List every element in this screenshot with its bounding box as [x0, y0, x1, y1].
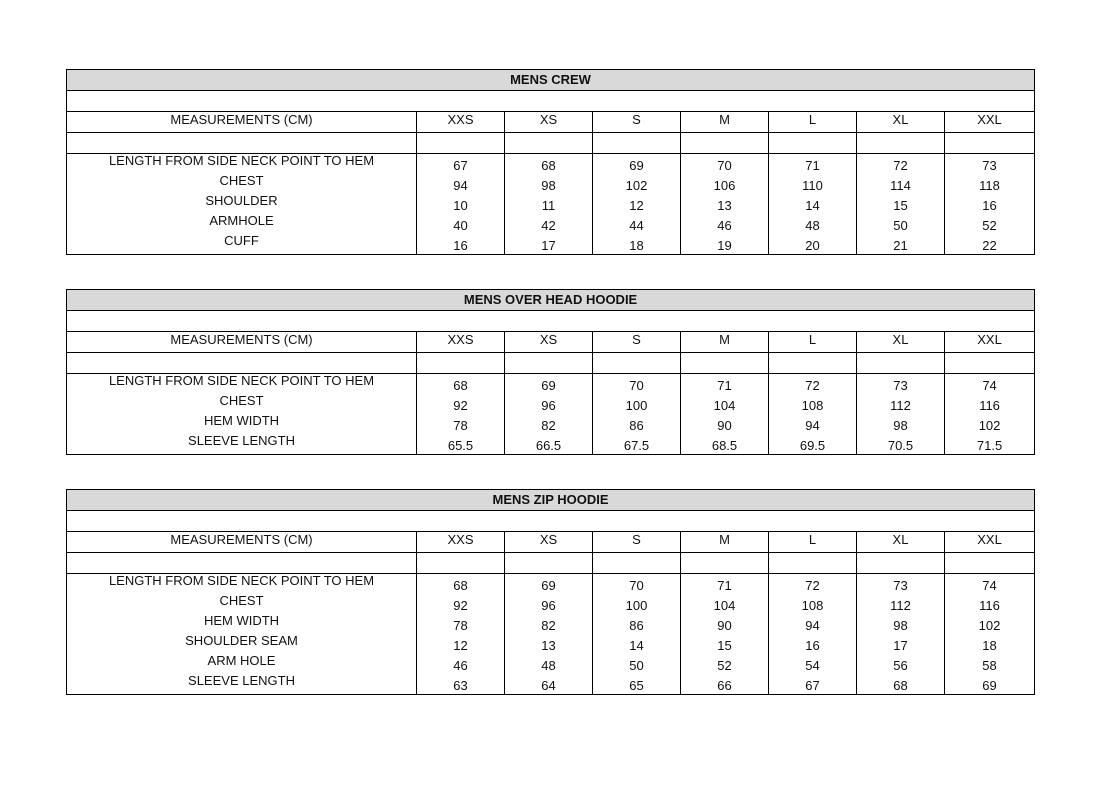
- cell-value: 110: [769, 174, 857, 194]
- cell-value: 69: [505, 374, 593, 395]
- table-row: [67, 654, 1035, 674]
- cell-value: 10: [417, 194, 505, 214]
- cell-value: 15: [681, 634, 769, 654]
- cell-value: 82: [505, 414, 593, 434]
- cell-value: 70: [593, 574, 681, 595]
- cell-value: 17: [857, 634, 945, 654]
- size-header-xxs: XXS: [417, 532, 505, 553]
- table-title: MENS CREW: [67, 70, 1035, 91]
- row-label: ARMHOLE: [67, 214, 417, 234]
- cell-value: 48: [769, 214, 857, 234]
- cell-value: 116: [945, 394, 1035, 414]
- cell-value: 78: [417, 414, 505, 434]
- cell-value: 114: [857, 174, 945, 194]
- table-row: [67, 594, 1035, 614]
- cell-value: 69.5: [769, 434, 857, 455]
- cell-value: 13: [505, 634, 593, 654]
- size-header-xs: XS: [505, 112, 593, 133]
- table-row: [67, 574, 1035, 595]
- cell-value: 73: [945, 154, 1035, 175]
- table-row: [67, 394, 1035, 414]
- cell-value: 118: [945, 174, 1035, 194]
- gap-row: [67, 353, 1035, 374]
- gap-row: [67, 133, 1035, 154]
- row-label: SHOULDER: [67, 194, 417, 214]
- cell-value: 98: [505, 174, 593, 194]
- cell-value: 104: [681, 394, 769, 414]
- cell-value: 65.5: [417, 434, 505, 455]
- blank-row: [67, 91, 1035, 112]
- cell-value: 94: [769, 614, 857, 634]
- row-label: LENGTH FROM SIDE NECK POINT TO HEM: [67, 154, 417, 175]
- size-header-xs: XS: [505, 332, 593, 353]
- size-header-m: M: [681, 112, 769, 133]
- blank-row: [67, 311, 1035, 332]
- row-label: CUFF: [67, 234, 417, 255]
- cell-value: 64: [505, 674, 593, 695]
- cell-value: 73: [857, 374, 945, 395]
- cell-value: 71: [681, 374, 769, 395]
- cell-value: 46: [417, 654, 505, 674]
- cell-value: 52: [945, 214, 1035, 234]
- cell-value: 67.5: [593, 434, 681, 455]
- row-label: ARM HOLE: [67, 654, 417, 674]
- table-row: [67, 174, 1035, 194]
- cell-value: 46: [681, 214, 769, 234]
- table-row: [67, 634, 1035, 654]
- cell-value: 68.5: [681, 434, 769, 455]
- cell-value: 63: [417, 674, 505, 695]
- size-header-xs: XS: [505, 532, 593, 553]
- row-label: CHEST: [67, 594, 417, 614]
- size-header-l: L: [769, 332, 857, 353]
- cell-value: 102: [945, 414, 1035, 434]
- cell-value: 86: [593, 614, 681, 634]
- table-title: MENS OVER HEAD HOODIE: [67, 290, 1035, 311]
- table-row: [67, 214, 1035, 234]
- cell-value: 58: [945, 654, 1035, 674]
- cell-value: 98: [857, 414, 945, 434]
- measurements-header: MEASUREMENTS (CM): [67, 332, 417, 353]
- size-header-xxl: XXL: [945, 112, 1035, 133]
- cell-value: 104: [681, 594, 769, 614]
- cell-value: 13: [681, 194, 769, 214]
- cell-value: 56: [857, 654, 945, 674]
- size-header-m: M: [681, 332, 769, 353]
- cell-value: 71: [769, 154, 857, 175]
- row-label: LENGTH FROM SIDE NECK POINT TO HEM: [67, 574, 417, 595]
- cell-value: 72: [769, 574, 857, 595]
- cell-value: 17: [505, 234, 593, 255]
- header-row: [67, 332, 1035, 353]
- cell-value: 11: [505, 194, 593, 214]
- blank-row: [67, 511, 1035, 532]
- cell-value: 12: [593, 194, 681, 214]
- cell-value: 15: [857, 194, 945, 214]
- cell-value: 50: [593, 654, 681, 674]
- cell-value: 20: [769, 234, 857, 255]
- cell-value: 72: [769, 374, 857, 395]
- size-header-s: S: [593, 112, 681, 133]
- row-label: CHEST: [67, 394, 417, 414]
- cell-value: 100: [593, 594, 681, 614]
- cell-value: 72: [857, 154, 945, 175]
- header-row: [67, 532, 1035, 553]
- cell-value: 74: [945, 574, 1035, 595]
- cell-value: 69: [593, 154, 681, 175]
- row-label: CHEST: [67, 174, 417, 194]
- size-header-xl: XL: [857, 532, 945, 553]
- cell-value: 108: [769, 394, 857, 414]
- cell-value: 16: [769, 634, 857, 654]
- gap-row: [67, 553, 1035, 574]
- row-label: LENGTH FROM SIDE NECK POINT TO HEM: [67, 374, 417, 395]
- cell-value: 116: [945, 594, 1035, 614]
- cell-value: 92: [417, 594, 505, 614]
- cell-value: 68: [857, 674, 945, 695]
- cell-value: 86: [593, 414, 681, 434]
- cell-value: 69: [945, 674, 1035, 695]
- cell-value: 90: [681, 414, 769, 434]
- cell-value: 94: [417, 174, 505, 194]
- row-label: SHOULDER SEAM: [67, 634, 417, 654]
- table-row: [67, 434, 1035, 455]
- size-header-l: L: [769, 532, 857, 553]
- cell-value: 106: [681, 174, 769, 194]
- cell-value: 96: [505, 594, 593, 614]
- cell-value: 42: [505, 214, 593, 234]
- cell-value: 70: [681, 154, 769, 175]
- size-header-l: L: [769, 112, 857, 133]
- size-header-xxl: XXL: [945, 532, 1035, 553]
- cell-value: 68: [505, 154, 593, 175]
- cell-value: 54: [769, 654, 857, 674]
- cell-value: 14: [769, 194, 857, 214]
- cell-value: 48: [505, 654, 593, 674]
- cell-value: 100: [593, 394, 681, 414]
- table-title: MENS ZIP HOODIE: [67, 490, 1035, 511]
- cell-value: 68: [417, 374, 505, 395]
- cell-value: 50: [857, 214, 945, 234]
- table-row: [67, 234, 1035, 255]
- cell-value: 74: [945, 374, 1035, 395]
- cell-value: 21: [857, 234, 945, 255]
- cell-value: 66.5: [505, 434, 593, 455]
- row-label: SLEEVE LENGTH: [67, 674, 417, 695]
- size-header-xl: XL: [857, 112, 945, 133]
- cell-value: 71.5: [945, 434, 1035, 455]
- cell-value: 44: [593, 214, 681, 234]
- cell-value: 102: [593, 174, 681, 194]
- cell-value: 70.5: [857, 434, 945, 455]
- row-label: HEM WIDTH: [67, 614, 417, 634]
- cell-value: 98: [857, 614, 945, 634]
- table-row: [67, 194, 1035, 214]
- cell-value: 78: [417, 614, 505, 634]
- cell-value: 67: [769, 674, 857, 695]
- size-header-s: S: [593, 532, 681, 553]
- mens-over-head-hoodie-size-table: [66, 289, 1035, 455]
- table-row: [67, 614, 1035, 634]
- cell-value: 16: [945, 194, 1035, 214]
- cell-value: 12: [417, 634, 505, 654]
- mens-zip-hoodie-size-table: [66, 489, 1035, 695]
- header-row: [67, 112, 1035, 133]
- cell-value: 52: [681, 654, 769, 674]
- cell-value: 92: [417, 394, 505, 414]
- cell-value: 102: [945, 614, 1035, 634]
- mens-crew-size-table: [66, 69, 1035, 255]
- cell-value: 18: [945, 634, 1035, 654]
- cell-value: 112: [857, 394, 945, 414]
- table-row: [67, 674, 1035, 695]
- cell-value: 71: [681, 574, 769, 595]
- cell-value: 40: [417, 214, 505, 234]
- cell-value: 112: [857, 594, 945, 614]
- cell-value: 94: [769, 414, 857, 434]
- cell-value: 66: [681, 674, 769, 695]
- size-header-xxl: XXL: [945, 332, 1035, 353]
- cell-value: 90: [681, 614, 769, 634]
- cell-value: 14: [593, 634, 681, 654]
- cell-value: 65: [593, 674, 681, 695]
- cell-value: 67: [417, 154, 505, 175]
- size-header-s: S: [593, 332, 681, 353]
- measurements-header: MEASUREMENTS (CM): [67, 532, 417, 553]
- size-header-xl: XL: [857, 332, 945, 353]
- cell-value: 16: [417, 234, 505, 255]
- cell-value: 19: [681, 234, 769, 255]
- cell-value: 73: [857, 574, 945, 595]
- cell-value: 82: [505, 614, 593, 634]
- table-row: [67, 374, 1035, 395]
- row-label: SLEEVE LENGTH: [67, 434, 417, 455]
- cell-value: 68: [417, 574, 505, 595]
- cell-value: 108: [769, 594, 857, 614]
- measurements-header: MEASUREMENTS (CM): [67, 112, 417, 133]
- table-row: [67, 154, 1035, 175]
- row-label: HEM WIDTH: [67, 414, 417, 434]
- table-row: [67, 414, 1035, 434]
- cell-value: 96: [505, 394, 593, 414]
- cell-value: 70: [593, 374, 681, 395]
- size-header-m: M: [681, 532, 769, 553]
- cell-value: 22: [945, 234, 1035, 255]
- size-header-xxs: XXS: [417, 332, 505, 353]
- cell-value: 18: [593, 234, 681, 255]
- cell-value: 69: [505, 574, 593, 595]
- size-header-xxs: XXS: [417, 112, 505, 133]
